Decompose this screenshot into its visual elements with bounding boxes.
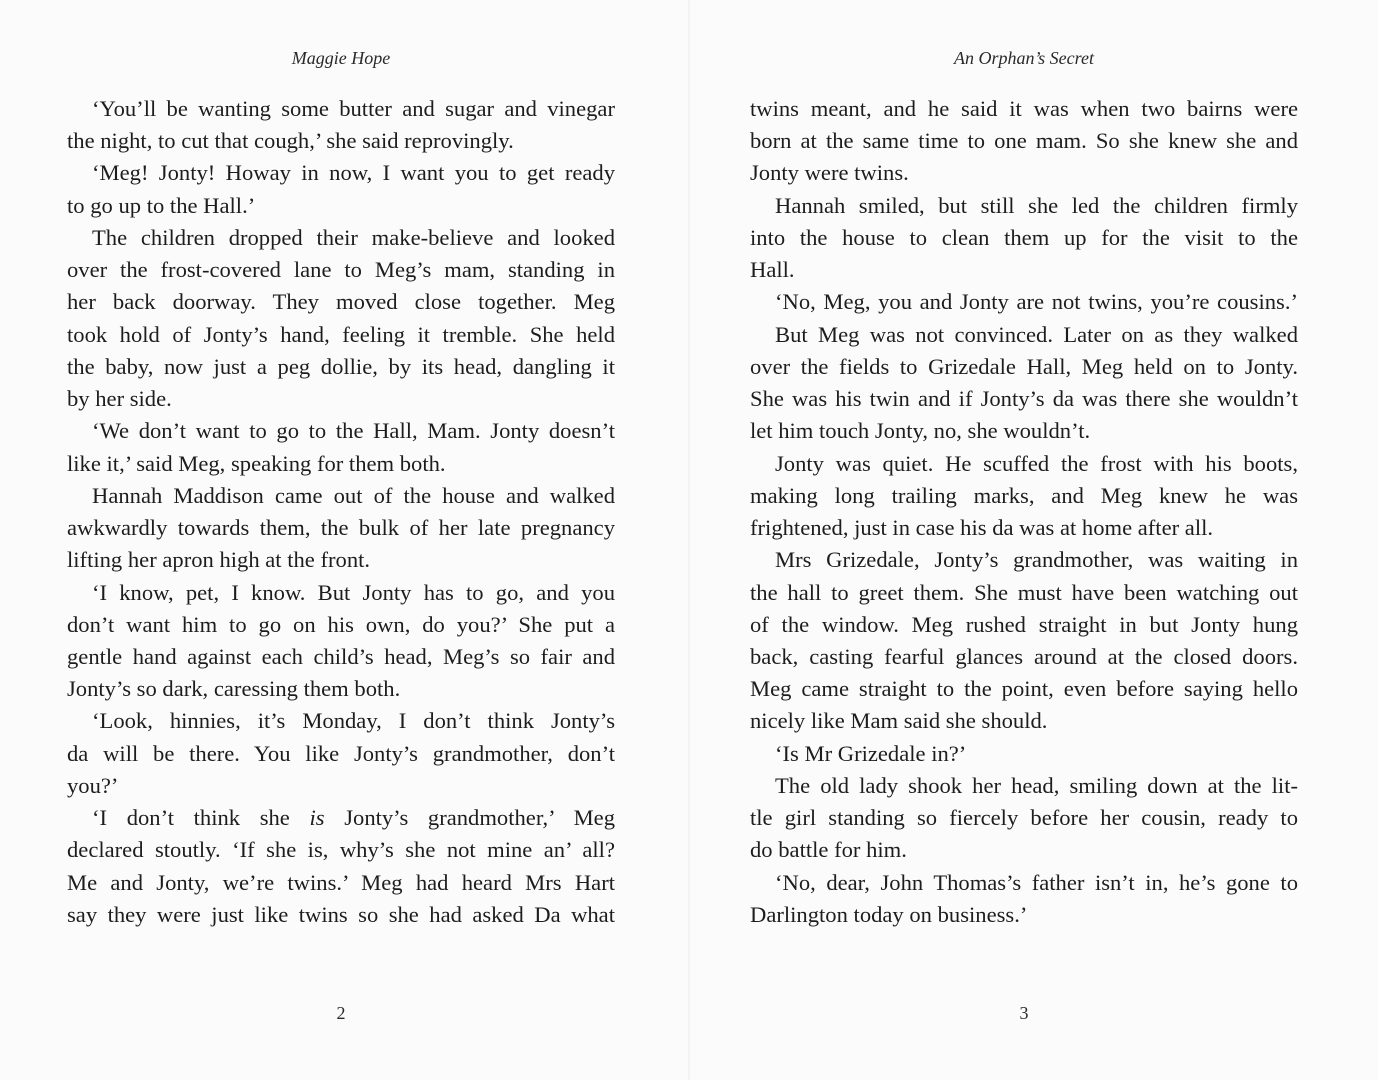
text-line: to go up to the Hall.’ <box>67 192 256 218</box>
text-line: gentle hand against each child’s head, Meg’s so fair and <box>67 643 615 669</box>
text-line: lifting her apron high at the front. <box>67 547 371 573</box>
text-line: ‘We don’t want to go to the Hall, Mam. Jonty doesn’t <box>92 418 615 444</box>
text-line: da will be there. You like Jonty’s grandmother, don’t <box>67 740 615 766</box>
text-line: ‘No, Meg, you and Jonty are not twins, you’re cousins.’ <box>775 289 1298 315</box>
text-line: don’t want him to go on his own, do you?’ She put a <box>67 611 615 637</box>
text-line: Meg came straight to the point, even before saying hello <box>750 676 1298 702</box>
text-line: Jonty were twins. <box>750 160 909 186</box>
text-line: Hannah smiled, but still she led the children firmly <box>775 192 1298 218</box>
text-line: born at the same time to one mam. So she knew she and <box>750 128 1298 154</box>
text-line: awkwardly towards them, the bulk of her late pregnancy <box>67 515 615 541</box>
text-line: the baby, now just a peg dollie, by its head, dangling it <box>67 353 615 379</box>
text-line: back, casting fearful glances around at the closed doors. <box>750 643 1298 669</box>
text-line: by her side. <box>67 386 172 412</box>
text-line: Jonty was quiet. He scuffed the frost with his boots, <box>775 450 1298 476</box>
text-line: ‘I don’t think she is Jonty’s grandmother,’ Meg <box>92 805 615 831</box>
text-line: ‘No, dear, John Thomas’s father isn’t in, he’s gone to <box>775 869 1298 895</box>
text-line: over the fields to Grizedale Hall, Meg held on to Jonty. <box>750 353 1298 379</box>
text-line: do battle for him. <box>750 837 907 863</box>
running-head: Maggie Hope <box>291 48 391 68</box>
text-line: ‘Is Mr Grizedale in?’ <box>775 740 967 766</box>
text-line: like it,’ said Meg, speaking for them both. <box>67 450 446 476</box>
text-line: twins meant, and he said it was when two bairns were <box>750 96 1298 121</box>
text-line: nicely like Mam said she should. <box>750 708 1048 734</box>
text-line: took hold of Jonty’s hand, feeling it tremble. She held <box>67 321 615 347</box>
text-line: let him touch Jonty, no, she wouldn’t. <box>750 418 1091 444</box>
running-head: An Orphan’s Secret <box>954 48 1094 68</box>
text-line: The children dropped their make-believe and looked <box>92 224 615 250</box>
text-line: making long trailing marks, and Meg knew he was <box>750 482 1298 508</box>
page-body <box>67 93 615 931</box>
text-line: declared stoutly. ‘If she is, why’s she not mine an’ all? <box>67 837 615 863</box>
text-line: of the window. Meg rushed straight in but Jonty hung <box>750 611 1298 637</box>
text-line: But Meg was not convinced. Later on as they walked <box>775 321 1298 347</box>
text-line: She was his twin and if Jonty’s da was there she wouldn’t <box>750 386 1298 412</box>
text-line: ‘You’ll be wanting some butter and sugar and vinegar <box>92 96 615 121</box>
text-line: the hall to greet them. She must have been watching out <box>750 579 1298 605</box>
text-line: her back doorway. They moved close together. Meg <box>67 289 615 315</box>
text-line: say they were just like twins so she had asked Da what <box>67 901 615 927</box>
text-line: Hall. <box>750 257 795 283</box>
text-line: Darlington today on business.’ <box>750 901 1028 927</box>
text-line: Jonty’s so dark, caressing them both. <box>67 676 401 702</box>
text-line: Mrs Grizedale, Jonty’s grandmother, was waiting in <box>775 547 1298 573</box>
text-line: over the frost-covered lane to Meg’s mam, standing in <box>67 257 615 283</box>
emphasis: is <box>309 805 325 831</box>
page-number: 2 <box>336 1003 346 1023</box>
text-line: into the house to clean them up for the visit to the <box>750 224 1298 250</box>
text-line: frightened, just in case his da was at home after all. <box>750 515 1214 541</box>
text-line: The old lady shook her head, smiling down at the lit- <box>775 772 1298 798</box>
text-line: Me and Jonty, we’re twins.’ Meg had heard Mrs Hart <box>67 869 615 895</box>
text-line: tle girl standing so fiercely before her cousin, ready to <box>750 805 1298 831</box>
text-line: ‘Look, hinnies, it’s Monday, I don’t think Jonty’s <box>92 708 615 734</box>
text-line: ‘Meg! Jonty! Howay in now, I want you to get ready <box>92 160 615 186</box>
page-body <box>750 93 1298 931</box>
text-line: Hannah Maddison came out of the house and walked <box>92 482 615 508</box>
page-number: 3 <box>1019 1003 1029 1023</box>
text-line: ‘I know, pet, I know. But Jonty has to go, and you <box>92 579 615 605</box>
text-line: the night, to cut that cough,’ she said reprovingly. <box>67 128 514 154</box>
text-line: you?’ <box>67 772 119 798</box>
right-page <box>689 0 1378 1080</box>
